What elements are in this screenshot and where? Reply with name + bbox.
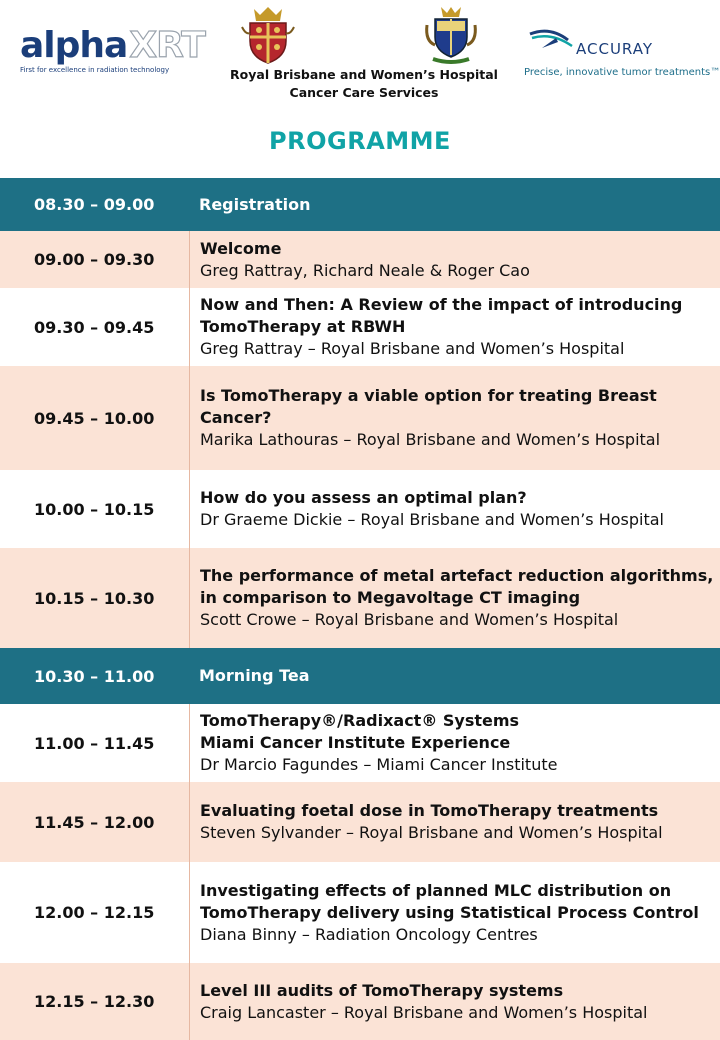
- row-talk: Investigating effects of planned MLC distribution on: [200, 880, 672, 900]
- row-time: 09.00 – 09.30: [34, 250, 155, 269]
- row-talk: Evaluating foetal dose in TomoTherapy treatments: [200, 801, 659, 820]
- row-talk: Is TomoTherapy a viable option for treating Breast: [200, 386, 657, 405]
- page-title: PROGRAMME: [269, 127, 451, 155]
- row-time: 10.30 – 11.00: [34, 666, 155, 686]
- row-time: 12.15 – 12.30: [34, 992, 155, 1011]
- row-time: 09.45 – 10.00: [34, 408, 155, 428]
- row-time: 12.00 – 12.15: [34, 903, 155, 922]
- page-header: [0, 0, 720, 177]
- row-speaker: Marika Lathouras – Royal Brisbane and Women’s Hospital: [200, 430, 661, 449]
- row-talk: TomoTherapy at RBWH: [200, 317, 406, 336]
- programme-row: [0, 470, 720, 548]
- row-talk: How do you assess an optimal plan?: [200, 488, 527, 507]
- row-speaker: Steven Sylvander – Royal Brisbane and Women’s Hospital: [200, 823, 663, 842]
- row-time: 09.30 – 09.45: [34, 317, 155, 337]
- hospital-line: Royal Brisbane and Women’s Hospital: [230, 67, 498, 82]
- row-speaker: Greg Rattray – Royal Brisbane and Women’s Hospital: [200, 339, 625, 358]
- row-speaker: Craig Lancaster – Royal Brisbane and Women’s Hospital: [200, 1002, 648, 1022]
- hospital-name: [214, 66, 514, 102]
- programme-row: [0, 366, 720, 470]
- row-time: 10.15 – 10.30: [34, 588, 155, 608]
- programme-row: [0, 548, 720, 648]
- row-talk: Morning Tea: [199, 666, 310, 685]
- programme-row: [0, 704, 720, 782]
- alpha-logo-xrt: XRT: [129, 25, 205, 66]
- alpha-logo-tagline: First for excellence in radiation technology: [20, 66, 170, 74]
- row-talk: Registration: [199, 194, 311, 214]
- accuray-swoosh-icon: [528, 28, 576, 56]
- programme-row: [0, 231, 720, 288]
- accuray-logo-tagline: Precise, innovative tumor treatments™: [524, 67, 720, 78]
- row-talk: TomoTherapy®/Radixact® Systems: [200, 711, 520, 730]
- row-talk: Welcome: [200, 238, 282, 258]
- programme-row: [0, 963, 720, 1040]
- row-talk: Level III audits of TomoTherapy systems: [200, 980, 564, 1000]
- row-talk: TomoTherapy delivery using Statistical Process Control: [200, 902, 699, 922]
- alpha-logo-word: alpha: [20, 25, 128, 66]
- row-time: 11.00 – 11.45: [34, 733, 155, 753]
- row-talk: The performance of metal artefact reduction algorithms,: [200, 566, 714, 585]
- rbwh-crest-icon: [240, 5, 296, 65]
- row-talk: Now and Then: A Review of the impact of introducing: [200, 295, 683, 314]
- row-time: 08.30 – 09.00: [34, 195, 155, 214]
- programme-row: [0, 862, 720, 963]
- hospital-line: Cancer Care Services: [289, 85, 439, 100]
- row-time: 10.00 – 10.15: [34, 499, 155, 519]
- alpha-xrt-logo: [20, 25, 210, 74]
- cancer-care-crest-icon: [423, 5, 479, 65]
- programme-row: [0, 178, 720, 231]
- row-speaker: Diana Binny – Radiation Oncology Centres: [200, 924, 538, 944]
- row-speaker: Dr Graeme Dickie – Royal Brisbane and Women’s Hospital: [200, 510, 664, 529]
- row-time: 11.45 – 12.00: [34, 812, 155, 832]
- programme-row: [0, 288, 720, 366]
- programme-row: [0, 782, 720, 862]
- row-talk: Cancer?: [200, 408, 272, 427]
- programme-row: [0, 648, 720, 704]
- row-talk: Miami Cancer Institute Experience: [200, 733, 511, 752]
- accuray-logo-word: ACCURAY: [576, 40, 653, 58]
- row-talk: in comparison to Megavoltage CT imaging: [200, 588, 581, 607]
- row-speaker: Greg Rattray, Richard Neale & Roger Cao: [200, 260, 530, 280]
- row-speaker: Dr Marcio Fagundes – Miami Cancer Institute: [200, 755, 558, 774]
- row-speaker: Scott Crowe – Royal Brisbane and Women’s Hospital: [200, 610, 619, 629]
- programme-table: [0, 178, 720, 1040]
